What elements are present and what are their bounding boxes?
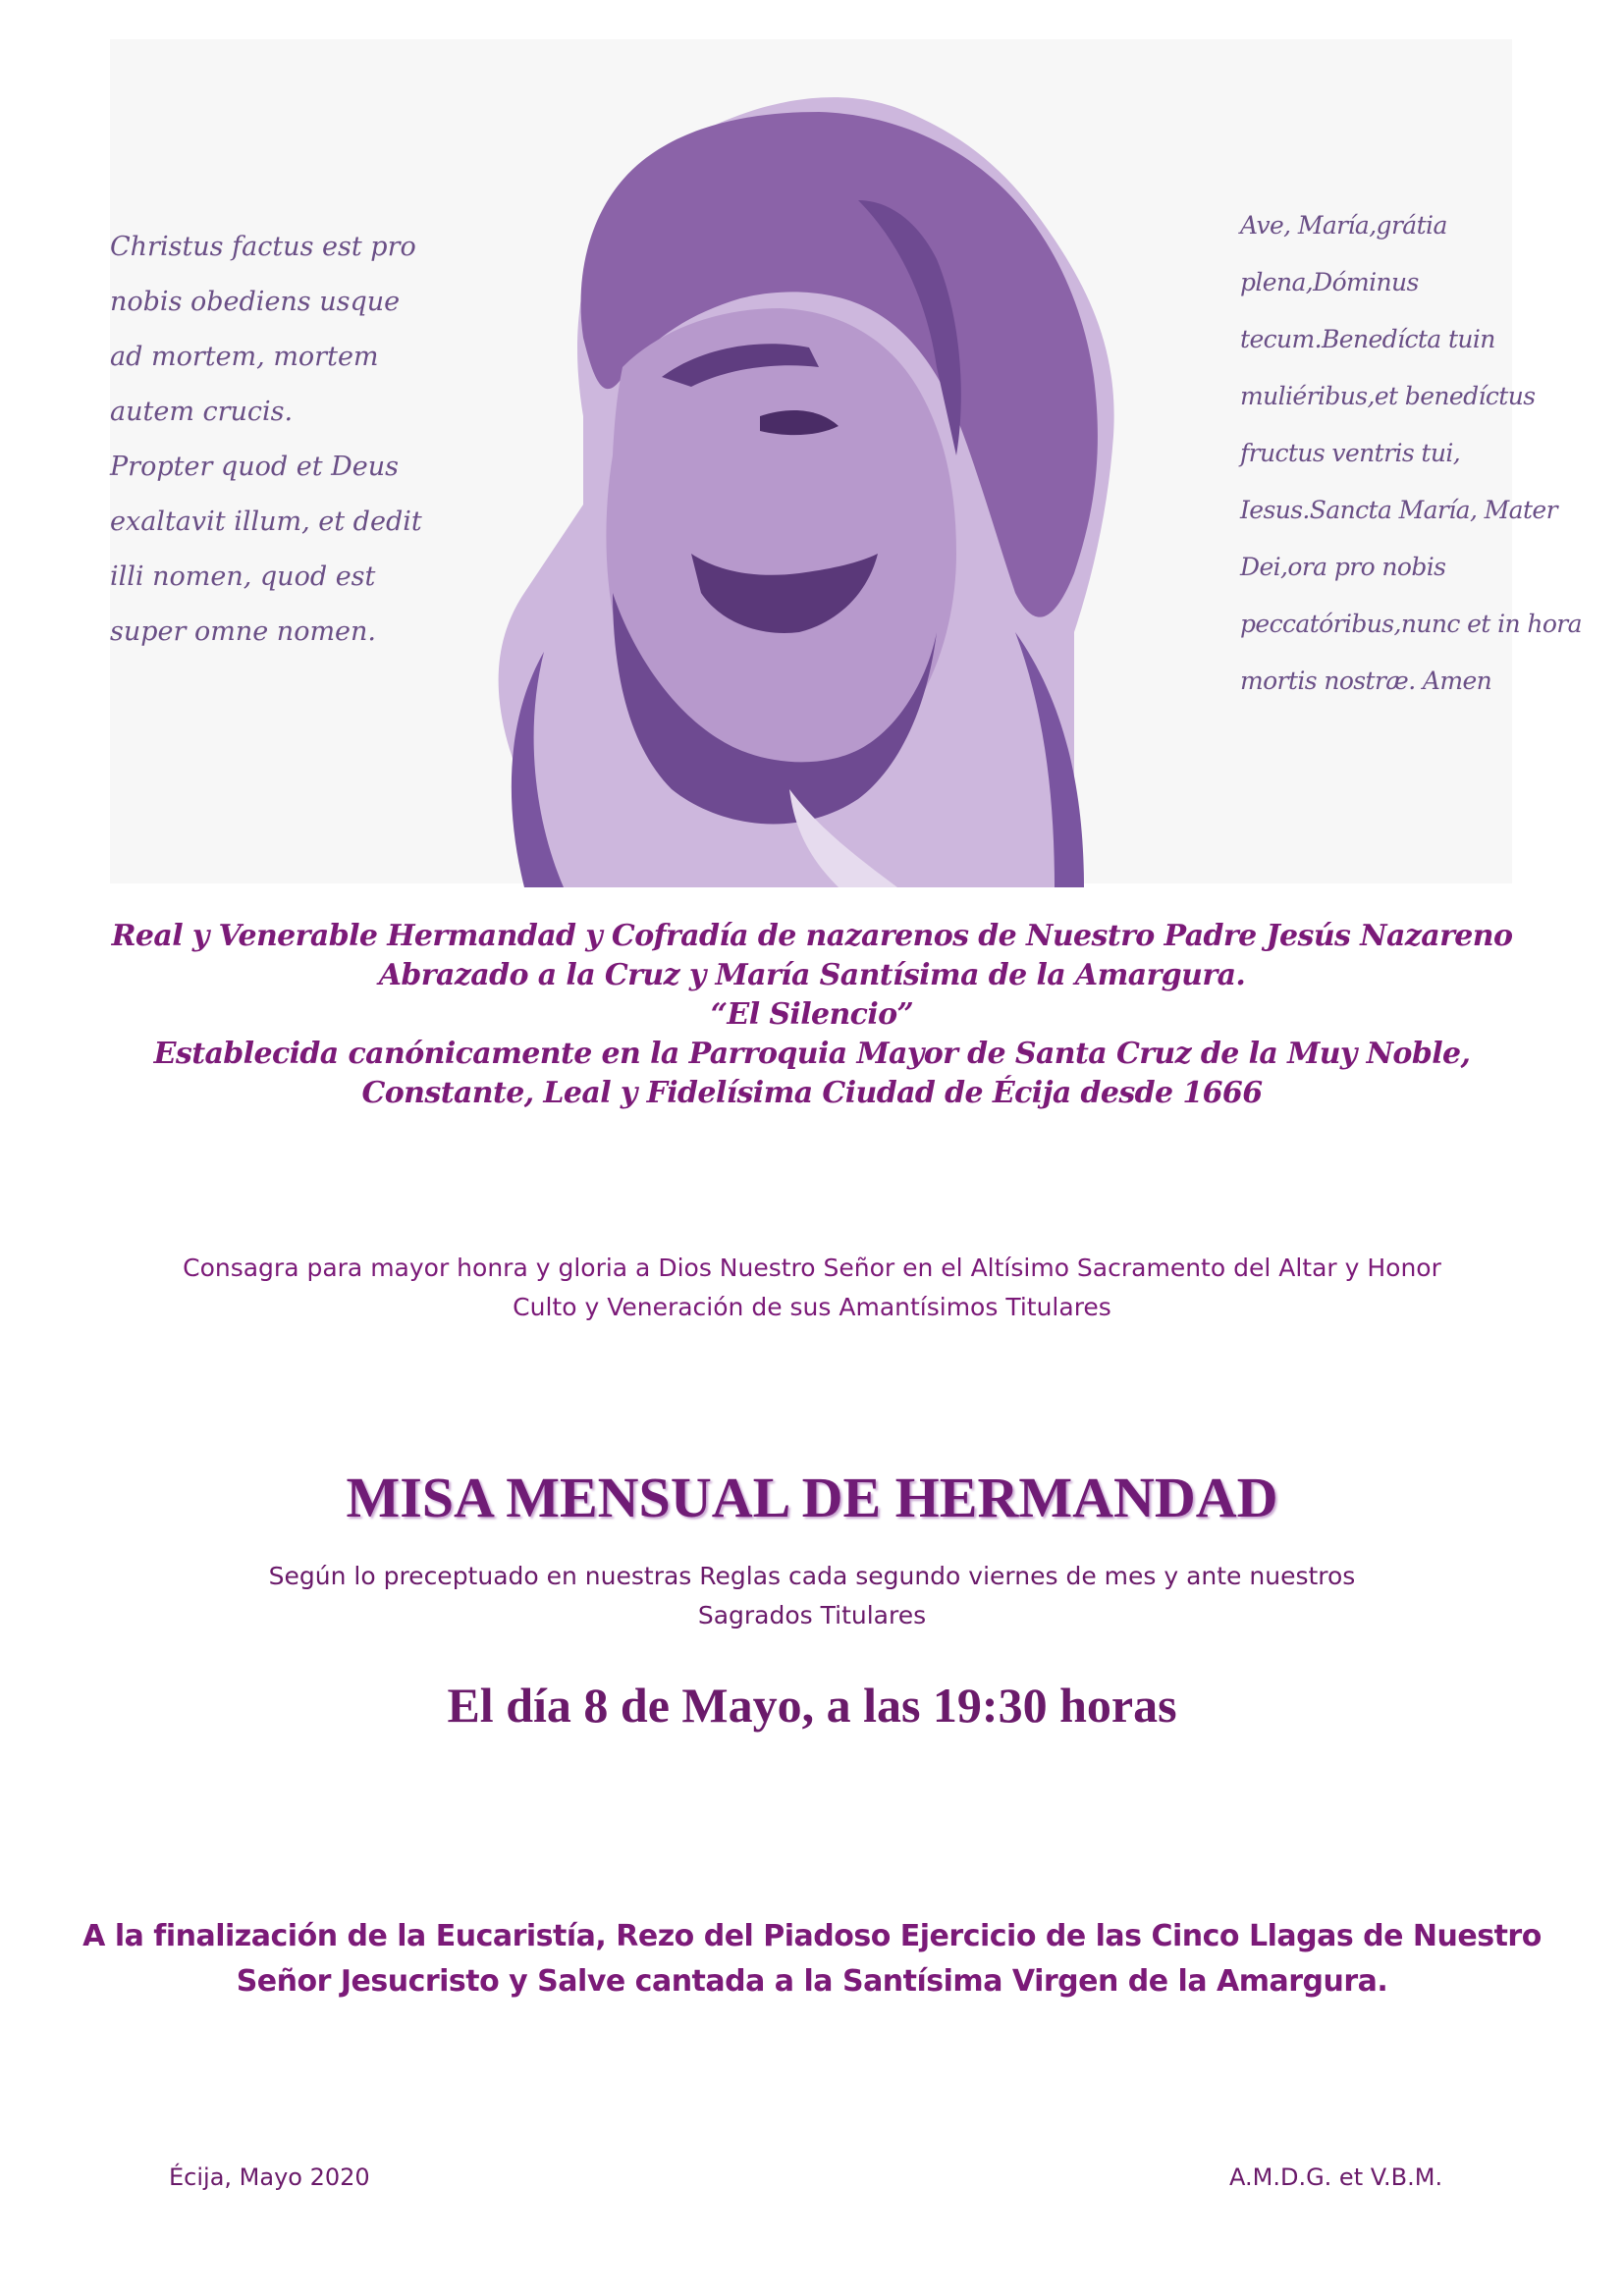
latin-right-line: peccatóribus,nunc et in hora: [1240, 610, 1582, 638]
brotherhood-title-line: Real y Venerable Hermandad y Cofradía de nazarenos de Nuestro Padre Jesús Nazareno: [111, 919, 1513, 953]
latin-left-line: super omne nomen.: [110, 616, 377, 647]
latin-right-line: Ave, María,grátia: [1240, 211, 1447, 240]
latin-right-line: mortis nostræ. Amen: [1240, 667, 1492, 695]
footer-motto: A.M.D.G. et V.B.M.: [1229, 2163, 1443, 2191]
latin-left-line: nobis obediens usque: [110, 287, 401, 317]
closing-note-line: A la finalización de la Eucaristía, Rezo del Piadoso Ejercicio de las Cinco Llagas de Nuestro: [82, 1919, 1542, 1953]
latin-left-line: Propter quod et Deus: [110, 452, 400, 482]
event-heading: MISA MENSUAL DE HERMANDAD: [346, 1466, 1278, 1529]
brotherhood-title-line: Abrazado a la Cruz y María Santísima de la Amargura.: [378, 958, 1246, 992]
brotherhood-title-line: Constante, Leal y Fidelísima Ciudad de Écija desde 1666: [361, 1076, 1263, 1110]
closing-note-line: Señor Jesucristo y Salve cantada a la Santísima Virgen de la Amargura.: [236, 1964, 1388, 1999]
dedication-line: Consagra para mayor honra y gloria a Dios Nuestro Señor en el Altísimo Sacramento del Altar y Honor: [183, 1254, 1441, 1282]
latin-right-line: Dei,ora pro nobis: [1240, 553, 1446, 581]
dedication-text: [0, 1249, 1624, 1327]
latin-left-line: illi nomen, quod est: [110, 561, 376, 592]
latin-right-line: fructus ventris tui,: [1240, 439, 1461, 467]
event-date: El día 8 de Mayo, a las 19:30 horas: [447, 1678, 1177, 1733]
rule-note-line: Sagrados Titulares: [697, 1601, 927, 1629]
dedication-line: Culto y Veneración de sus Amantísimos Titulares: [513, 1293, 1111, 1321]
latin-left-line: Christus factus est pro: [110, 232, 416, 262]
latin-left-line: exaltavit illum, et dedit: [110, 507, 422, 537]
closing-note: [0, 1914, 1624, 2004]
latin-right-line: muliéribus,et benedíctus: [1240, 382, 1536, 410]
footer-place-date: Écija, Mayo 2020: [169, 2163, 370, 2191]
brotherhood-title-line: Establecida canónicamente en la Parroquia Mayor de Santa Cruz de la Muy Noble,: [153, 1037, 1471, 1071]
brotherhood-title: [0, 917, 1624, 1113]
rule-note: [0, 1557, 1624, 1635]
christ-portrait-icon: [465, 43, 1123, 889]
latin-right-line: Iesus.Sancta María, Mater: [1240, 496, 1557, 524]
latin-right-line: plena,Dóminus: [1240, 268, 1419, 296]
latin-right-line: tecum.Benedícta tuin: [1240, 325, 1495, 353]
latin-left-line: ad mortem, mortem: [110, 342, 379, 372]
rule-note-line: Según lo preceptuado en nuestras Reglas cada segundo viernes de mes y ante nuestros: [268, 1562, 1356, 1590]
brotherhood-title-line: “El Silencio”: [710, 997, 914, 1032]
latin-left-line: autem crucis.: [110, 397, 294, 427]
